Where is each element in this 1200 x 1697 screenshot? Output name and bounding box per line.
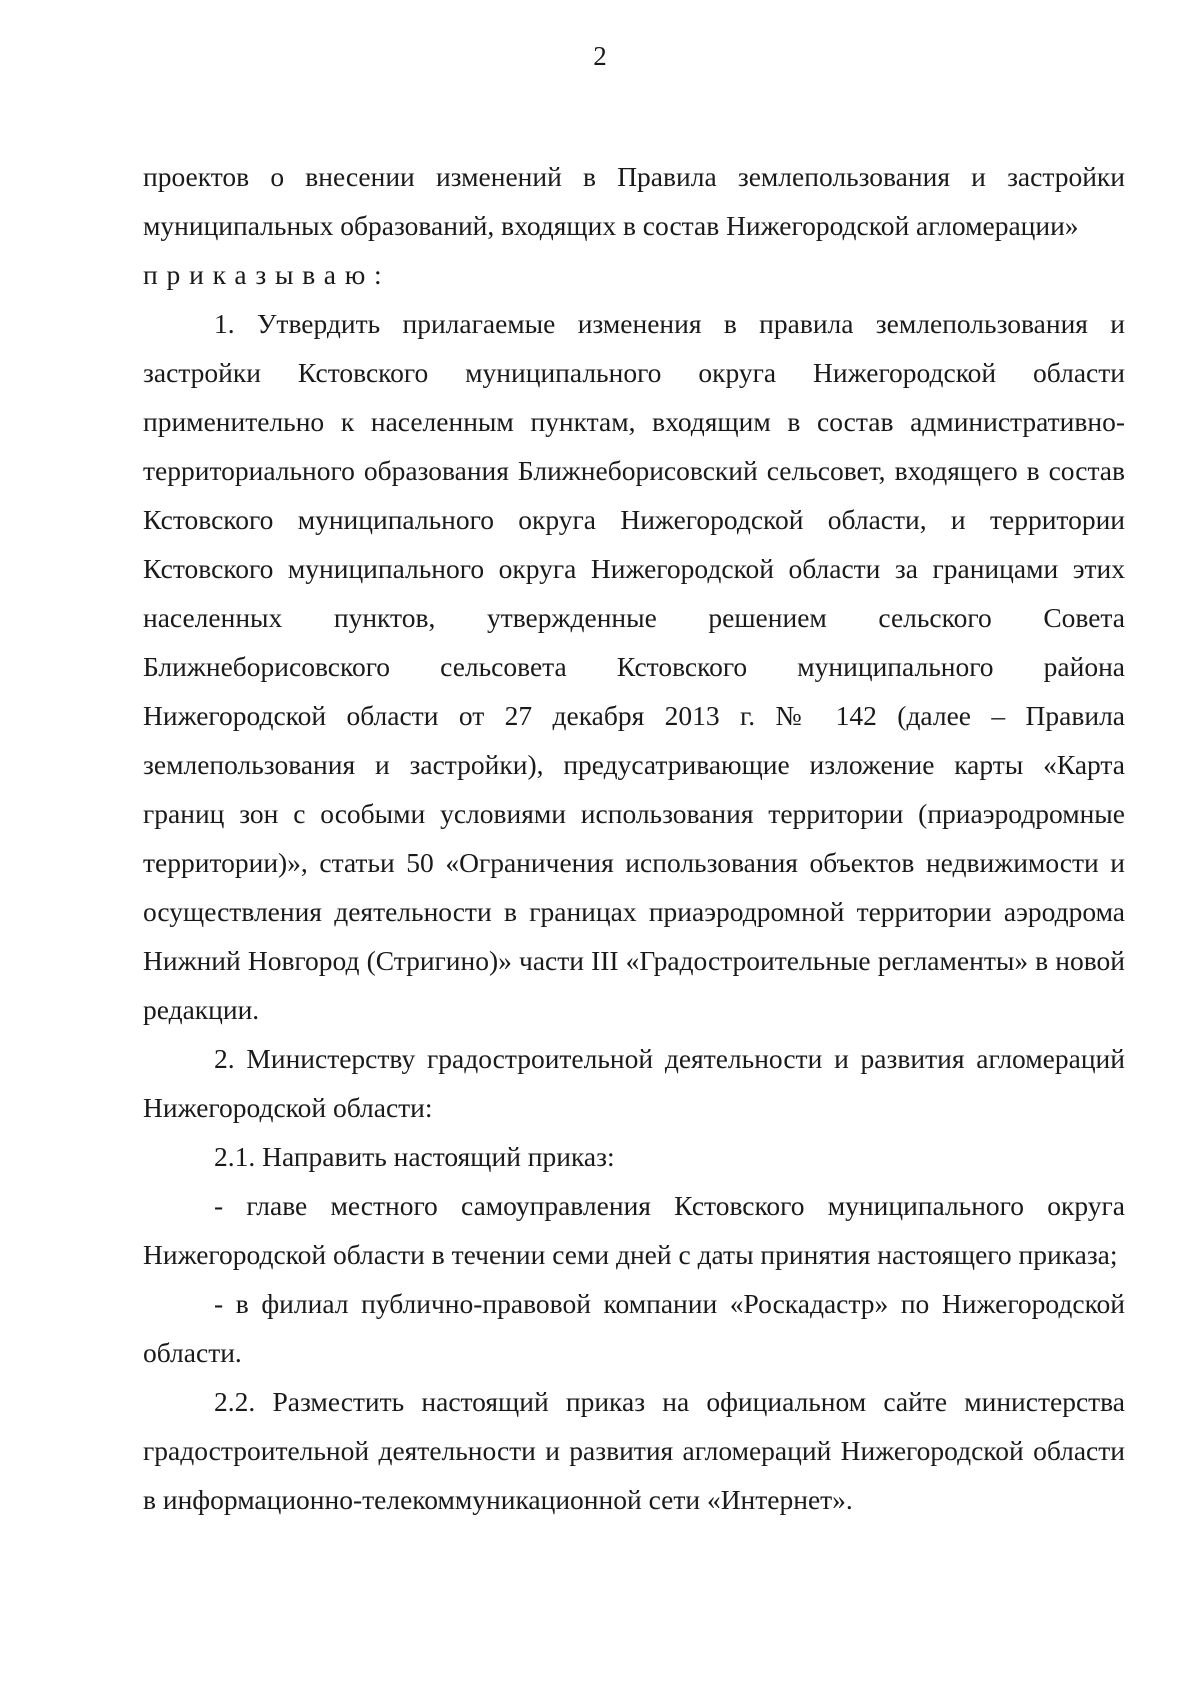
paragraph-order-word: приказываю: [143, 259, 391, 290]
paragraph-bullet-head: - главе местного самоуправления Кстовского муниципального округа Нижегородской области в течении семи дней с даты принятия настоящего приказа; [143, 1190, 1125, 1270]
paragraph-continuation: проектов о внесении изменений в Правила землепользования и застройки муниципальных образований, входящих в состав Нижегородской агломерации» [143, 161, 1125, 241]
paragraph-item-1: 1. Утвердить прилагаемые изменения в правила землепользования и застройки Кстовского муниципального округа Нижегородской области применительно к населенным пунктам, входящим в состав административно-территориального образования Ближнеборисовский сельсовет, входящего в состав Кстовского муниципального округа Нижегородской области, и территории Кстовского муниципального округа Нижегородской области за границами этих населенных пунктов, утвержденные решением сельского Совета Ближнеборисовского сельсовета Кстовского муниципального района Нижегородской области от 27 декабря 2013 г. № 142 (далее – Правила землепользования и застройки), предусатривающие изложение карты «Карта границ зон с особыми условиями использования территории (приаэродромные территории)», статьи 50 «Ограничения использования объектов недвижимости и осуществления деятельности в границах приаэродромной территории аэродрома Нижний Новгород (Стригино)» части III «Градостроительные регламенты» в новой редакции. [143, 308, 1125, 1025]
paragraph-item-2-2: 2.2. Разместить настоящий приказ на официальном сайте министерства градостроительной деятельности и развития агломераций Нижегородской области в информационно-телекоммуникационной сети «Интернет». [143, 1386, 1125, 1515]
paragraph-bullet-roskadastr: - в филиал публично-правовой компании «Роскадастр» по Нижегородской области. [143, 1288, 1125, 1368]
paragraph-item-2: 2. Министерству градостроительной деятельности и развития агломераций Нижегородской области: [143, 1043, 1125, 1123]
page-number: 2 [593, 41, 607, 71]
paragraph-item-2-1: 2.1. Направить настоящий приказ: [214, 1141, 615, 1172]
document-body [143, 152, 1125, 1524]
